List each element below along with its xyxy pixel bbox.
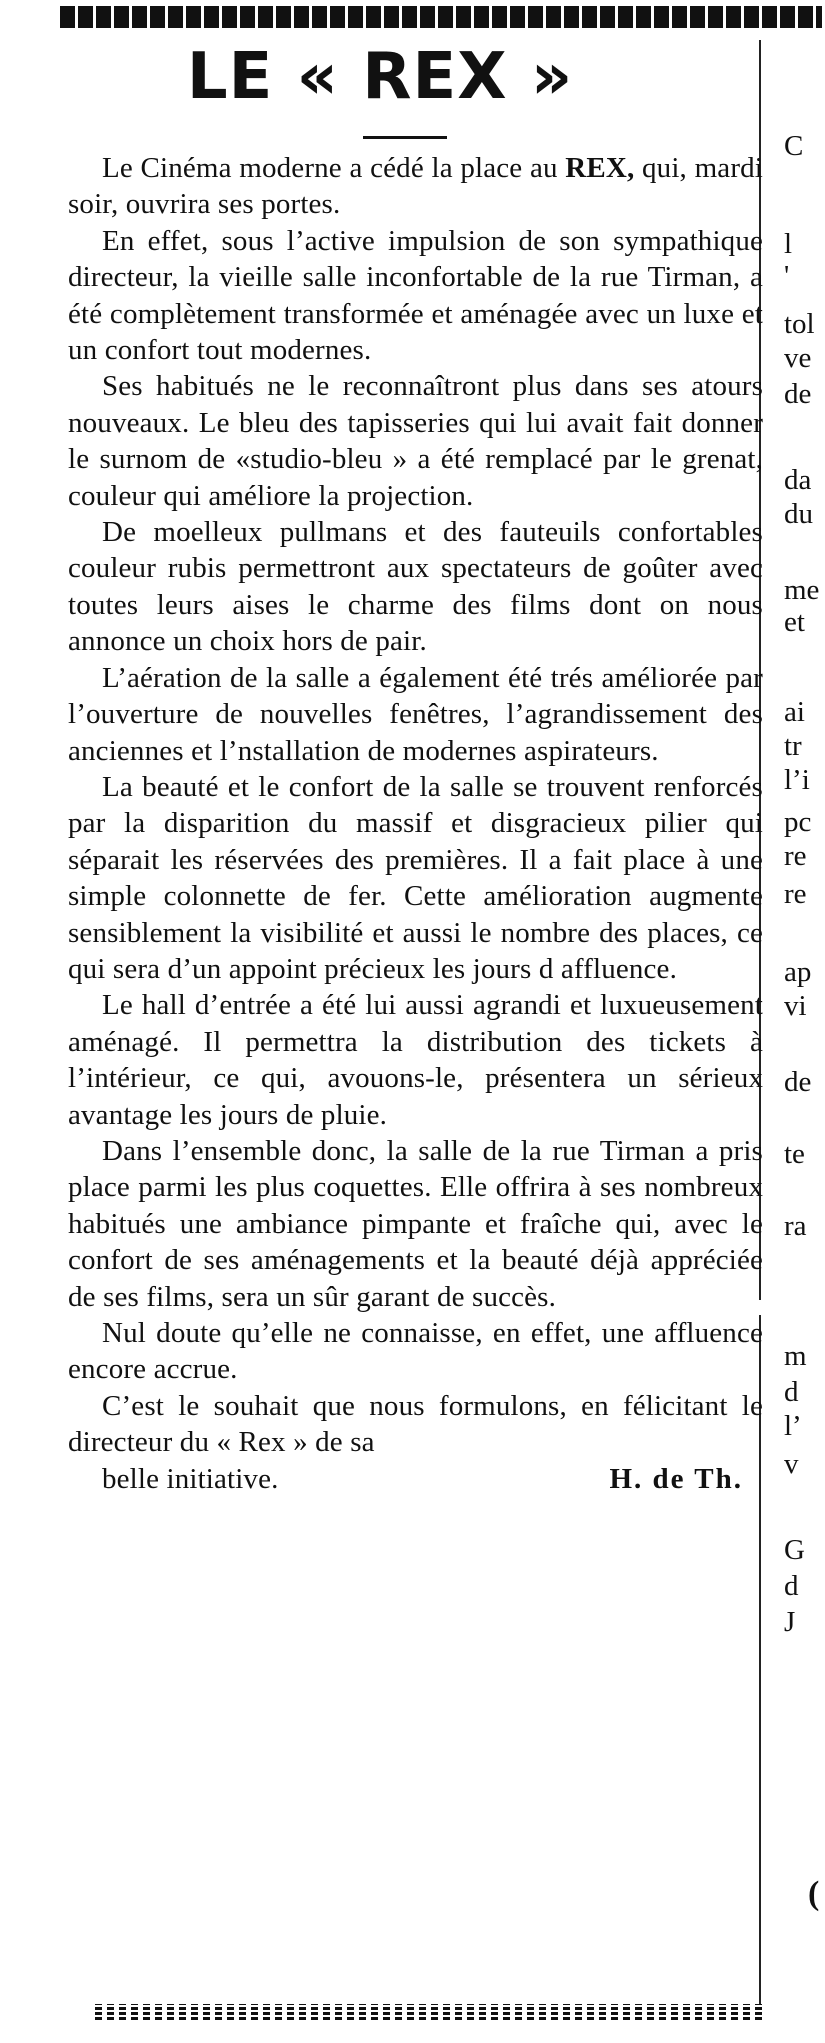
- paragraph-5: L’aération de la salle a également été trés améliorée par l’ouverture de nouvelles fenêtres, l’agrandissement des anciennes et l’nstallation de modernes aspirateurs.: [68, 661, 763, 767]
- adjacent-fragment: ': [784, 260, 790, 292]
- adjacent-fragment: vi: [784, 990, 807, 1022]
- title-underline: [363, 136, 447, 139]
- paragraph-1: Le Cinéma moderne a cédé la place au REX, qui, mardi soir, ouvrira ses portes.: [68, 152, 763, 221]
- adjacent-fragment: d: [784, 1376, 799, 1408]
- adjacent-fragment: et: [784, 606, 805, 638]
- adjacent-fragment: G: [784, 1534, 805, 1566]
- paragraph-8: Dans l’ensemble donc, la salle de la rue Tirman a pris place parmi les plus coquettes. Elle offrira à ses nombreux habitués une ambiance pimpante et fraîche qui, avec le confort de ses aménagements et la beauté déjà appréciée de ses films, sera un sûr garant de succès.: [68, 1134, 763, 1313]
- adjacent-fragment: (: [808, 1875, 820, 1912]
- paragraph-2: En effet, sous l’active impulsion de son sympathique directeur, la vieille salle inconfortable de la rue Tirman, a été complètement transformée et aménagée avec un luxe et un confort tout modernes.: [68, 224, 763, 367]
- adjacent-fragment: m: [784, 1340, 807, 1372]
- adjacent-fragment: d: [784, 1570, 799, 1602]
- adjacent-fragment: ve: [784, 342, 812, 374]
- top-ornamental-border: [60, 6, 822, 28]
- paragraph-4: De moelleux pullmans et des fauteuils confortables couleur rubis permettront aux spectateurs de goûter avec toutes leurs aises le charme des films dont on nous annonce un choix hors de pair.: [68, 516, 763, 658]
- adjacent-fragment: l’: [784, 1410, 802, 1442]
- adjacent-fragment: de: [784, 378, 812, 410]
- adjacent-fragment: de: [784, 1066, 812, 1098]
- paragraph-9: Nul doute qu’elle ne connaisse, en effet, une affluence encore accrue.: [68, 1317, 763, 1386]
- closing-text: belle initiative.: [102, 1462, 279, 1495]
- adjacent-fragment: me: [784, 574, 820, 606]
- article-body: [68, 150, 763, 1497]
- bottom-ornamental-border: [95, 2004, 765, 2020]
- paragraph-10: C’est le souhait que nous formulons, en félicitant le directeur du « Rex » de sa: [68, 1389, 763, 1459]
- adjacent-fragment: re: [784, 878, 807, 910]
- author-signature: H. de Th.: [609, 1462, 743, 1495]
- paragraph-6: La beauté et le confort de la salle se trouvent renforcés par la disparition du massif et disgracieux pilier qui séparait les réservées des premières. Il a fait place à une simple colonnette de fer. Cette amélioration augmente sensiblement la visibilité et aussi le nombre des places, ce qui sera d’un appoint précieux les jours d affluence.: [68, 770, 763, 985]
- adjacent-fragment: te: [784, 1138, 805, 1170]
- paragraph-3: Ses habitués ne le reconnaîtront plus dans ses atours nouveaux. Le bleu des tapisseries qui lui avait fait donner le surnom de «studio-bleu » a été remplacé par le grenat, couleur qui améliore la projection.: [68, 370, 763, 512]
- paragraph-7: Le hall d’entrée a été lui aussi agrandi et luxueusement aménagé. Il permettra la distribution des tickets à l’intérieur, ce qui, avouons-le, présentera un sérieux avantage les jours de pluie.: [68, 989, 763, 1131]
- adjacent-fragment: C: [784, 130, 804, 162]
- adjacent-fragment: da: [784, 464, 812, 496]
- adjacent-fragment: tol: [784, 308, 815, 340]
- adjacent-fragment: v: [784, 1448, 799, 1480]
- adjacent-fragment: l’i: [784, 764, 810, 796]
- article-title: LE « REX »: [186, 40, 574, 114]
- adjacent-fragment: re: [784, 840, 807, 872]
- adjacent-fragment: ap: [784, 956, 812, 988]
- adjacent-fragment: tr: [784, 730, 802, 762]
- adjacent-fragment: J: [784, 1606, 796, 1638]
- adjacent-fragment: l: [784, 228, 793, 260]
- signature-line: [68, 1461, 763, 1497]
- adjacent-fragment: ai: [784, 696, 805, 728]
- adjacent-fragment: du: [784, 498, 813, 530]
- adjacent-fragment: ra: [784, 1210, 807, 1242]
- adjacent-fragment: pc: [784, 806, 812, 838]
